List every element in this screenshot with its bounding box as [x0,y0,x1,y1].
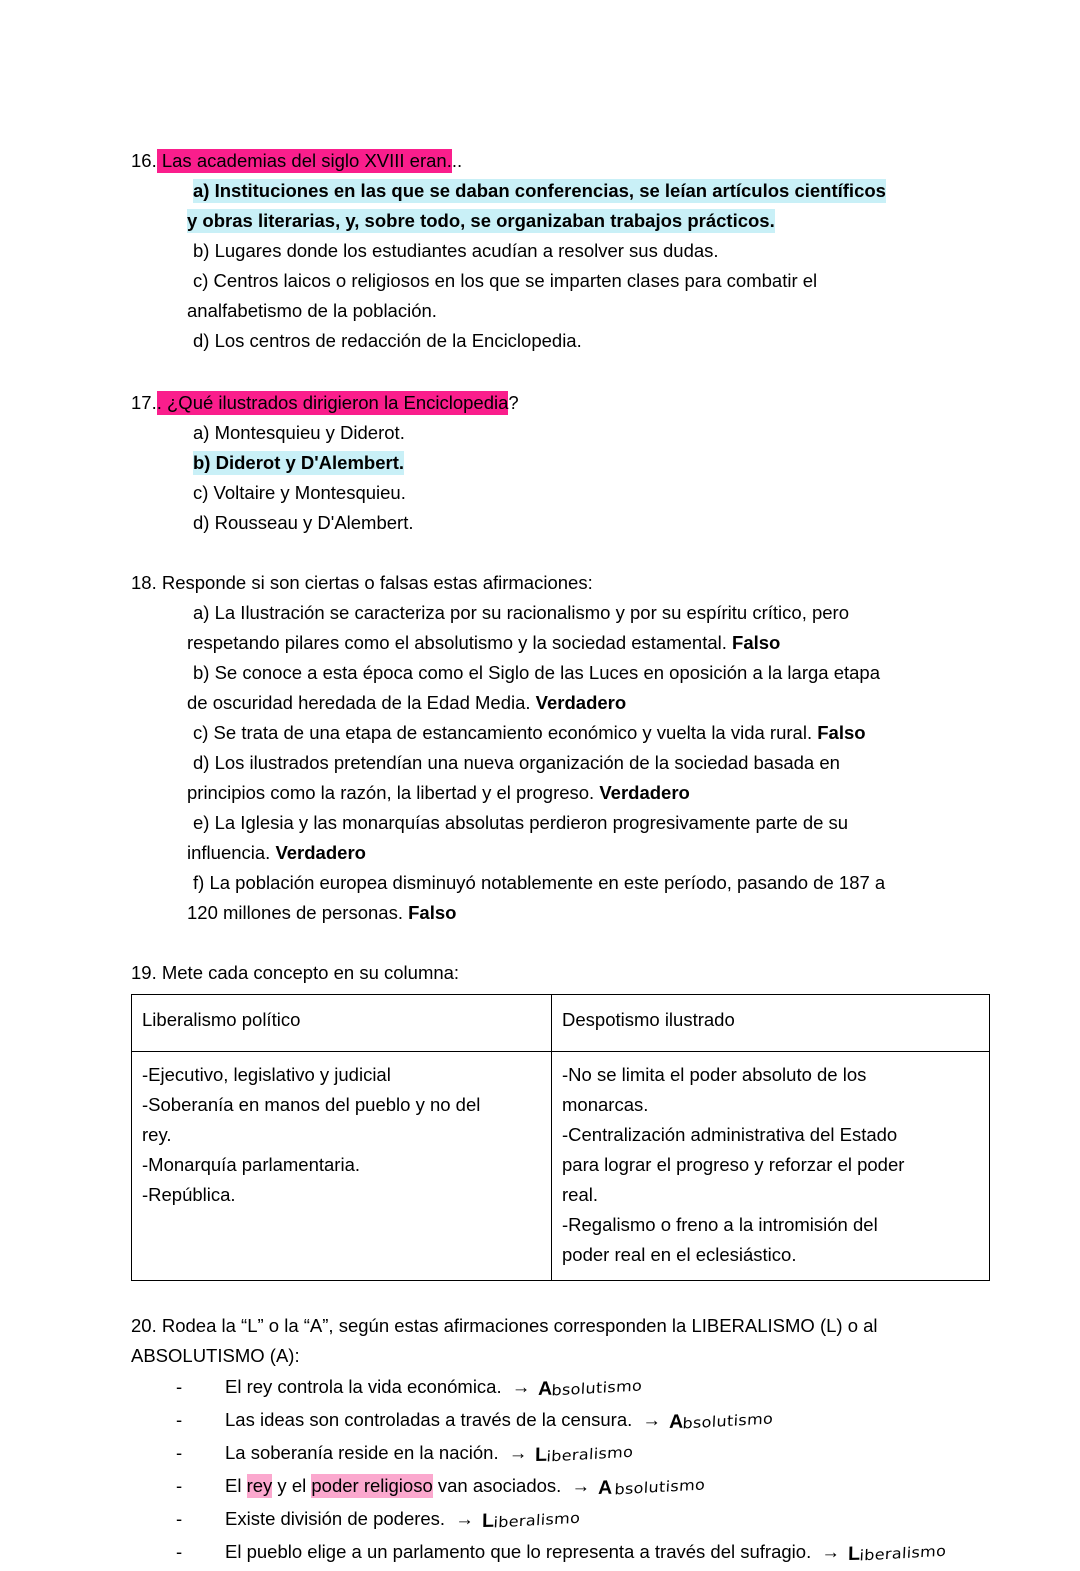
arrow-icon: → [821,1541,840,1562]
handwritten-rest: iberalismo [492,1508,581,1532]
document-content [131,146,949,1569]
q16-stem-tail: .. [451,150,463,171]
q16-option-c [131,266,949,296]
cell-line: real. [562,1184,598,1205]
q16-option-a [131,176,949,206]
q18-item-d-line1 [131,748,949,778]
q16-option-c-cont [131,296,949,326]
handwritten-capital: L [847,1542,861,1565]
q17-option-a [131,418,949,448]
q18-item-e-text1: e) La Iglesia y las monarquías absolutas perdieron progresivamente parte de su [193,812,849,833]
handwritten-rest: iberalismo [546,1442,634,1466]
list-item [131,1470,949,1503]
q17-number: 17. [131,392,157,413]
list-item-highlight-rey: rey [246,1475,273,1496]
q16-stem [131,146,949,176]
q18-item-e-answer: Verdadero [275,842,366,863]
list-item-text-post: van asociados. [432,1475,562,1496]
cell-line: -Centralización administrativa del Estado [562,1124,898,1145]
q16-option-b [131,236,949,266]
handwritten-answer [534,1438,635,1472]
question-18 [131,568,949,928]
spacer-19-20 [131,1281,949,1311]
list-dash: - [176,1475,183,1496]
q17-stem [131,388,949,418]
table-header-row [132,995,990,1052]
cell-line: -Monarquía parlamentaria. [142,1154,360,1175]
list-dash: - [176,1541,183,1562]
spacer-17-18 [131,538,949,568]
q19-stem: 19. Mete cada concepto en su columna: [131,962,460,983]
q18-item-d-answer: Verdadero [599,782,690,803]
q20-list [131,1371,949,1569]
handwritten-rest: bsolutismo [614,1475,706,1499]
handwritten-answer [537,1372,644,1406]
q18-item-b-answer: Verdadero [535,692,627,713]
q16-option-a-line2: y obras literarias, y, sobre todo, se organizaban trabajos prácticos. [187,210,775,231]
q16-option-c-line1: c) Centros laicos o religiosos en los que se imparten clases para combatir el [193,270,818,291]
list-dash: - [176,1409,183,1430]
q18-stem: 18. Responde si son ciertas o falsas estas afirmaciones: [131,572,593,593]
table-body-row [132,1052,990,1281]
list-item-text-mid: y el [272,1475,312,1496]
q17-option-b-text: b) Diderot y D'Alembert. [193,452,405,473]
question-20 [131,1311,949,1569]
arrow-icon: → [508,1442,528,1463]
q18-item-e-line2 [131,838,949,868]
q17-option-d [131,508,949,538]
handwritten-capital: L [535,1443,548,1466]
q17-option-c-text: c) Voltaire y Montesquieu. [193,482,406,503]
list-item-text: La soberanía reside en la nación. [225,1442,499,1463]
list-item [131,1437,949,1470]
q16-option-a-line1: a) Instituciones en las que se daban conferencias, se leían artículos científicos [193,180,886,201]
q20-stem-line1: 20. Rodea la “L” o la “A”, según estas afirmaciones corresponden la LIBERALISMO (L) o al [131,1315,878,1336]
q18-item-e-line1 [131,808,949,838]
table-header-despotismo: Despotismo ilustrado [552,995,990,1052]
list-item-text: El pueblo elige a un parlamento que lo representa a través del sufragio. [225,1541,812,1562]
cell-line: para lograr el progreso y reforzar el poder [562,1154,905,1175]
list-item-text: El rey controla la vida económica. [225,1376,502,1397]
q18-item-f-line2 [131,898,949,928]
q16-option-b-text: b) Lugares donde los estudiantes acudían a resolver sus dudas. [193,240,719,261]
q18-item-e-text2: influencia. [187,842,276,863]
handwritten-capital: A [597,1476,613,1499]
table-header-liberalismo: Liberalismo político [132,995,552,1052]
list-item [131,1503,949,1536]
spacer-18-19 [131,928,949,958]
cell-line: rey. [142,1124,172,1145]
handwritten-answer [668,1405,775,1439]
q16-option-d [131,326,949,356]
q18-item-b-line2 [131,688,949,718]
list-dash: - [176,1442,183,1463]
q18-item-a-answer: Falso [732,632,781,653]
list-item [131,1536,949,1569]
q18-item-a-text1: a) La Ilustración se caracteriza por su racionalismo y por su espíritu crítico, pero [193,602,850,623]
q18-item-d-line2 [131,778,949,808]
cell-line: poder real en el eclesiástico. [562,1244,797,1265]
handwritten-answer [847,1537,948,1571]
q16-number: 16. [131,150,157,171]
q18-item-c-text: c) Se trata de una etapa de estancamiento económico y vuelta la vida rural. [193,722,818,743]
handwritten-capital: A [668,1410,684,1433]
q16-option-d-text: d) Los centros de redacción de la Enciclopedia. [193,330,582,351]
cell-line: -No se limita el poder absoluto de los [562,1064,867,1085]
q18-item-a-line2 [131,628,949,658]
q17-option-d-text: d) Rousseau y D'Alembert. [193,512,414,533]
cell-line: -Soberanía en manos del pueblo y no del [142,1094,481,1115]
concept-table [131,994,990,1281]
arrow-icon: → [642,1409,661,1430]
q17-stem-tail: ? [508,392,519,413]
list-item-text-pre: El [225,1475,247,1496]
cell-line: -Regalismo o freno a la intromisión del [562,1214,878,1235]
list-item-text: Existe división de poderes. [225,1508,446,1529]
arrow-icon: → [511,1376,531,1397]
spacer-16-17 [131,356,949,388]
arrow-icon: → [571,1475,590,1496]
q18-item-b-text2: de oscuridad heredada de la Edad Media. [187,692,536,713]
q18-item-c-line [131,718,949,748]
q16-stem-highlight: Las academias del siglo XVIII eran. [156,150,452,171]
list-dash: - [176,1376,183,1397]
cell-line: monarcas. [562,1094,649,1115]
q18-item-b-line1 [131,658,949,688]
q18-item-f-text2: 120 millones de personas. [187,902,409,923]
list-item [131,1371,949,1404]
q17-option-b [131,448,949,478]
q18-item-a-line1 [131,598,949,628]
table-cell-despotismo [552,1052,990,1281]
list-item-text: Las ideas son controladas a través de la censura. [225,1409,633,1430]
q17-option-c [131,478,949,508]
handwritten-capital: A [538,1377,553,1400]
list-item-highlight-poder-religioso: poder religioso [311,1475,433,1496]
q18-item-f-line1 [131,868,949,898]
handwritten-rest: bsolutismo [682,1409,774,1433]
q17-stem-highlight: . ¿Qué ilustrados dirigieron la Enciclopedia [156,392,509,413]
cell-line: -República. [142,1184,236,1205]
q17-option-a-text: a) Montesquieu y Diderot. [193,422,405,443]
handwritten-rest: iberalismo [858,1541,947,1565]
handwritten-answer [481,1504,582,1538]
q18-item-d-text2: principios como la razón, la libertad y el progreso. [187,782,600,803]
arrow-icon: → [455,1508,474,1529]
q18-item-a-text2: respetando pilares como el absolutismo y la sociedad estamental. [187,632,733,653]
question-16 [131,146,949,356]
list-item [131,1404,949,1437]
question-19 [131,958,949,1281]
q18-item-f-text1: f) La población europea disminuyó notablemente en este período, pasando de 187 a [193,872,886,893]
q18-item-d-text1: d) Los ilustrados pretendían una nueva organización de la sociedad basada en [193,752,840,773]
handwritten-answer [597,1471,707,1505]
q18-item-f-answer: Falso [408,902,457,923]
q18-item-b-text1: b) Se conoce a esta época como el Siglo de las Luces en oposición a la larga etapa [193,662,881,683]
cell-line: -Ejecutivo, legislativo y judicial [142,1064,391,1085]
q16-option-a-cont [131,206,949,236]
q18-item-c-answer: Falso [817,722,866,743]
q16-option-c-line2: analfabetismo de la población. [187,300,437,321]
list-dash: - [176,1508,183,1529]
handwritten-capital: L [481,1509,495,1532]
question-17 [131,388,949,538]
handwritten-rest: bsolutismo [551,1376,644,1400]
table-cell-liberalismo [132,1052,552,1281]
q20-stem-line2: ABSOLUTISMO (A): [131,1345,300,1366]
